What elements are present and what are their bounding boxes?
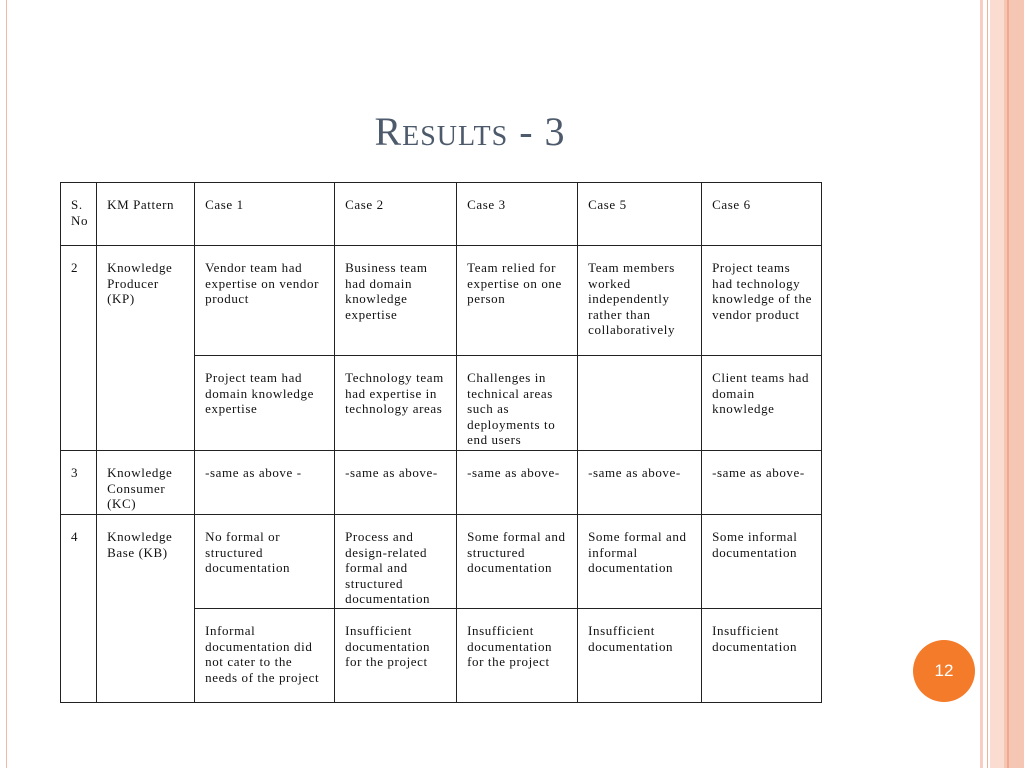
- table-row: [61, 515, 822, 609]
- right-decorative-border: [980, 0, 1024, 768]
- header-cell-sno: S. No: [61, 183, 97, 246]
- table-row: [61, 246, 822, 356]
- table-cell: Insufficient documentation for the project: [335, 609, 457, 703]
- table-cell: Project teams had technology knowledge of the vendor product: [702, 246, 822, 356]
- slide-title: Results - 3: [374, 109, 566, 154]
- table-cell: Business team had domain knowledge expertise: [335, 246, 457, 356]
- table-cell: Some formal and informal documentation: [578, 515, 702, 609]
- table-cell: -same as above-: [457, 451, 578, 515]
- table-header-row: [61, 183, 822, 246]
- table-cell: Challenges in technical areas such as deployments to end users: [457, 356, 578, 451]
- page-number-badge: 12: [913, 640, 975, 702]
- header-cell-km-pattern: KM Pattern: [97, 183, 195, 246]
- table-cell: Some informal documentation: [702, 515, 822, 609]
- results-table: [60, 182, 822, 703]
- header-cell-case-5: Case 5: [578, 183, 702, 246]
- pattern-cell: Knowledge Consumer (KC): [97, 451, 195, 515]
- header-cell-case-3: Case 3: [457, 183, 578, 246]
- sno-cell: 2: [61, 246, 97, 451]
- sno-cell: 3: [61, 451, 97, 515]
- table-cell: -same as above -: [195, 451, 335, 515]
- table-cell: Insufficient documentation for the project: [457, 609, 578, 703]
- sno-cell: 4: [61, 515, 97, 703]
- header-cell-case-1: Case 1: [195, 183, 335, 246]
- table-cell: Vendor team had expertise on vendor product: [195, 246, 335, 356]
- table-cell: Team members worked independently rather than collaboratively: [578, 246, 702, 356]
- header-cell-case-6: Case 6: [702, 183, 822, 246]
- table-cell: Technology team had expertise in technology areas: [335, 356, 457, 451]
- table-cell: Some formal and structured documentation: [457, 515, 578, 609]
- table-cell: Project team had domain knowledge expertise: [195, 356, 335, 451]
- table-cell: -same as above-: [578, 451, 702, 515]
- table-cell: [578, 356, 702, 451]
- table-cell: Process and design-related formal and structured documentation: [335, 515, 457, 609]
- table-row: [61, 451, 822, 515]
- table-cell: Insufficient documentation: [578, 609, 702, 703]
- table-cell: Informal documentation did not cater to the needs of the project: [195, 609, 335, 703]
- table-cell: No formal or structured documentation: [195, 515, 335, 609]
- pattern-cell: Knowledge Base (KB): [97, 515, 195, 703]
- table-cell: Client teams had domain knowledge: [702, 356, 822, 451]
- pattern-cell: Knowledge Producer (KP): [97, 246, 195, 451]
- table-cell: Insufficient documentation: [702, 609, 822, 703]
- table-cell: -same as above-: [702, 451, 822, 515]
- table-cell: Team relied for expertise on one person: [457, 246, 578, 356]
- table-cell: -same as above-: [335, 451, 457, 515]
- header-cell-case-2: Case 2: [335, 183, 457, 246]
